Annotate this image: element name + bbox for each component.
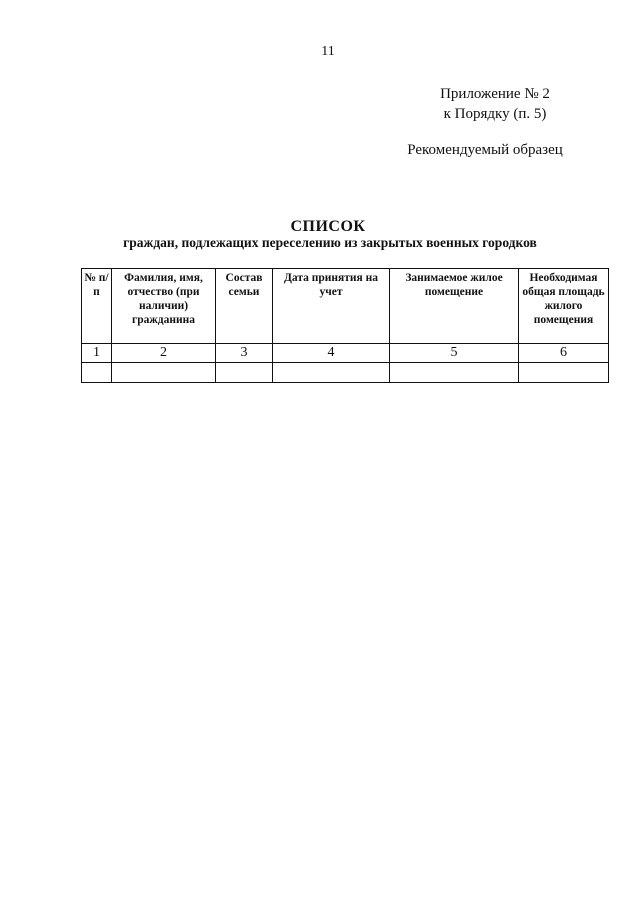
- page-number: 11: [321, 44, 335, 59]
- table-header-row: [82, 269, 609, 344]
- appendix-line-1: Приложение № 2: [440, 86, 550, 102]
- appendix-reference: [380, 84, 610, 124]
- empty-cell: [390, 363, 519, 383]
- sample-note: Рекомендуемый образец: [407, 142, 563, 158]
- document-title: СПИСОК: [290, 218, 366, 235]
- table-empty-row: [82, 363, 609, 383]
- empty-cell: [82, 363, 112, 383]
- column-number-cell: 6: [519, 344, 609, 363]
- column-number-cell: 4: [273, 344, 390, 363]
- column-number-cell: 2: [112, 344, 216, 363]
- header-cell-family: Состав семьи: [216, 269, 273, 344]
- header-cell-number: № п/п: [82, 269, 112, 344]
- empty-cell: [112, 363, 216, 383]
- column-number-cell: 3: [216, 344, 273, 363]
- empty-cell: [216, 363, 273, 383]
- column-number-cell: 1: [82, 344, 112, 363]
- header-cell-required-area: Необходимая общая площадь жилого помещения: [519, 269, 609, 344]
- empty-cell: [519, 363, 609, 383]
- header-cell-full-name: Фамилия, имя, отчество (при наличии) гражданина: [112, 269, 216, 344]
- citizens-list-table: [81, 268, 609, 383]
- appendix-line-2: к Порядку (п. 5): [443, 106, 547, 122]
- column-number-cell: 5: [390, 344, 519, 363]
- table-column-numbers-row: [82, 344, 609, 363]
- header-cell-registration-date: Дата принятия на учет: [273, 269, 390, 344]
- document-subtitle: граждан, подлежащих переселению из закрытых военных городков: [123, 235, 537, 250]
- header-cell-occupied-premises: Занимаемое жилое помещение: [390, 269, 519, 344]
- empty-cell: [273, 363, 390, 383]
